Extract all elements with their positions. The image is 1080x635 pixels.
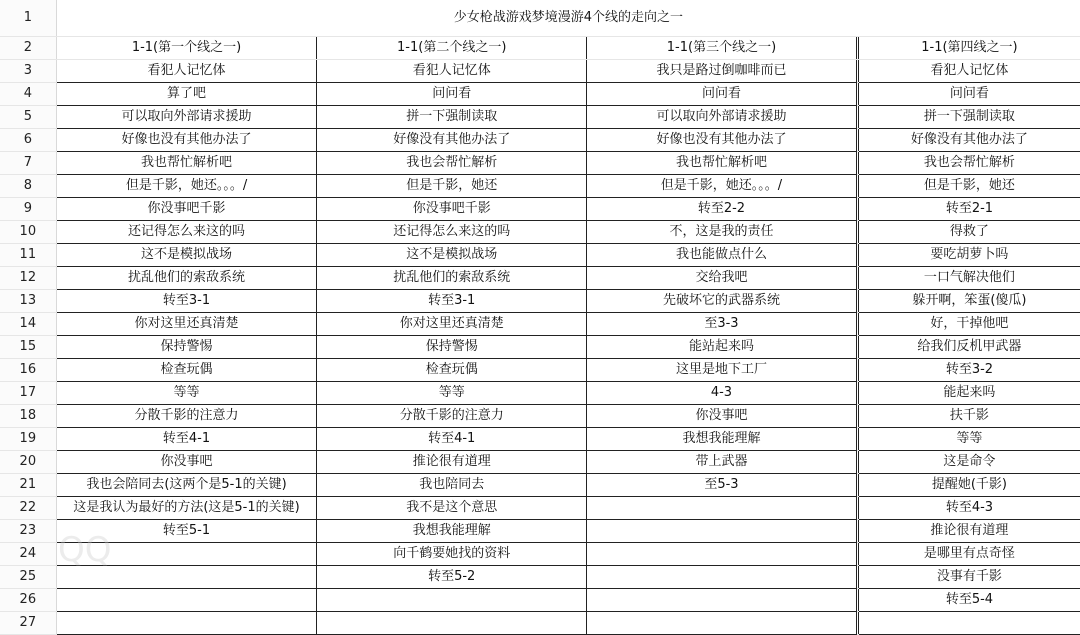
table-cell[interactable]: 还记得怎么来这的吗 [56,221,317,244]
table-cell[interactable]: 我想我能理解 [587,428,857,451]
row-number[interactable]: 8 [0,175,56,198]
table-row [0,60,1080,83]
column-header[interactable]: 1-1(第四线之一) [858,37,1080,60]
table-cell[interactable]: 是哪里有点奇怪 [858,543,1080,566]
table-cell[interactable]: 转至2-1 [858,198,1080,221]
table-cell[interactable]: 我也会帮忙解析 [317,152,587,175]
table-row [0,221,1080,244]
table-row [0,106,1080,129]
table-row [0,428,1080,451]
column-header[interactable]: 1-1(第一个线之一) [56,37,317,60]
table-cell[interactable] [56,566,317,589]
table-row [0,290,1080,313]
table-cell[interactable]: 带上武器 [587,451,857,474]
table-cell[interactable]: 好像也没有其他办法了 [56,129,317,152]
table-cell[interactable]: 我也会帮忙解析 [858,152,1080,175]
table-cell[interactable]: 分散千影的注意力 [317,405,587,428]
table-cell[interactable]: 给我们反机甲武器 [858,336,1080,359]
table-cell[interactable]: 扶千影 [858,405,1080,428]
table-cell[interactable]: 至3-3 [587,313,857,336]
table-cell[interactable]: 转至3-1 [56,290,317,313]
column-header[interactable]: 1-1(第二个线之一) [317,37,587,60]
table-cell[interactable]: 保持警惕 [317,336,587,359]
table-cell[interactable]: 这不是模拟战场 [317,244,587,267]
table-cell[interactable]: 好像没有其他办法了 [317,129,587,152]
table-cell[interactable]: 不，这是我的责任 [587,221,857,244]
table-cell[interactable]: 但是千影，她还 [317,175,587,198]
table-cell[interactable]: 你对这里还真清楚 [317,313,587,336]
table-cell[interactable]: 转至5-1 [56,520,317,543]
table-cell[interactable]: 转至5-4 [858,589,1080,612]
table-cell[interactable] [56,589,317,612]
table-cell[interactable]: 能站起来吗 [587,336,857,359]
table-cell[interactable]: 转至3-1 [317,290,587,313]
table-cell[interactable]: 转至3-2 [858,359,1080,382]
table-row [0,451,1080,474]
table-row [0,175,1080,198]
table-cell[interactable]: 这是命令 [858,451,1080,474]
table-row [0,129,1080,152]
table-cell[interactable]: 这里是地下工厂 [587,359,857,382]
table-cell[interactable]: 推论很有道理 [858,520,1080,543]
table-cell[interactable] [56,612,317,635]
table-cell[interactable]: 我不是这个意思 [317,497,587,520]
table-row [0,382,1080,405]
row-number[interactable]: 2 [0,37,56,60]
table-cell[interactable]: 你没事吧 [56,451,317,474]
table-row [0,359,1080,382]
table-cell[interactable]: 我也能做点什么 [587,244,857,267]
table-cell[interactable]: 交给我吧 [587,267,857,290]
table-cell[interactable]: 我也帮忙解析吧 [587,152,857,175]
table-row [0,336,1080,359]
row-number[interactable]: 4 [0,83,56,106]
row-number[interactable]: 18 [0,405,56,428]
title-row [0,0,1080,37]
table-cell[interactable]: 能起来吗 [858,382,1080,405]
row-number[interactable]: 23 [0,520,56,543]
table-cell[interactable]: 转至4-1 [317,428,587,451]
table-cell[interactable]: 拼一下强制读取 [317,106,587,129]
table-cell[interactable]: 这是我认为最好的方法(这是5-1的关键) [56,497,317,520]
table-row [0,405,1080,428]
row-number[interactable]: 5 [0,106,56,129]
table-cell[interactable]: 看犯人记忆体 [858,60,1080,83]
table-cell[interactable] [587,497,857,520]
table-cell[interactable]: 还记得怎么来这的吗 [317,221,587,244]
table-row [0,520,1080,543]
table-cell[interactable]: 看犯人记忆体 [56,60,317,83]
table-row [0,267,1080,290]
table-cell[interactable]: 看犯人记忆体 [317,60,587,83]
row-number[interactable]: 20 [0,451,56,474]
row-number[interactable]: 21 [0,474,56,497]
row-number[interactable]: 22 [0,497,56,520]
row-number[interactable]: 19 [0,428,56,451]
table-cell[interactable]: 我只是路过倒咖啡而已 [587,60,857,83]
table-cell[interactable] [317,589,587,612]
row-number[interactable]: 17 [0,382,56,405]
table-cell[interactable]: 得救了 [858,221,1080,244]
table-cell[interactable]: 你对这里还真清楚 [56,313,317,336]
table-cell[interactable]: 推论很有道理 [317,451,587,474]
table-cell[interactable]: 拼一下强制读取 [858,106,1080,129]
table-cell[interactable]: 问问看 [317,83,587,106]
table-cell[interactable]: 好像也没有其他办法了 [587,129,857,152]
table-cell[interactable]: 可以取向外部请求援助 [56,106,317,129]
table-cell[interactable]: 等等 [56,382,317,405]
row-number[interactable]: 10 [0,221,56,244]
table-cell[interactable]: 等等 [317,382,587,405]
row-number[interactable]: 7 [0,152,56,175]
table-cell[interactable]: 可以取向外部请求援助 [587,106,857,129]
table-cell[interactable]: 你没事吧千影 [56,198,317,221]
table-cell[interactable]: 向千鹤要她找的资料 [317,543,587,566]
table-cell[interactable]: 转至2-2 [587,198,857,221]
row-number[interactable]: 16 [0,359,56,382]
table-cell[interactable]: 检查玩偶 [317,359,587,382]
table-cell[interactable]: 但是千影，她还。。。/ [587,175,857,198]
table-cell[interactable]: 我也会陪同去(这两个是5-1的关键) [56,474,317,497]
table-cell[interactable]: 问问看 [587,83,857,106]
row-number[interactable]: 11 [0,244,56,267]
table-cell[interactable]: 4-3 [587,382,857,405]
table-cell[interactable]: 但是千影，她还 [858,175,1080,198]
table-cell[interactable]: 好像没有其他办法了 [858,129,1080,152]
table-cell[interactable]: 转至5-2 [317,566,587,589]
table-cell[interactable]: 要吃胡萝卜吗 [858,244,1080,267]
table-row [0,244,1080,267]
table-row [0,566,1080,589]
table-cell[interactable]: 我也帮忙解析吧 [56,152,317,175]
header-row [0,37,1080,60]
table-cell[interactable]: 保持警惕 [56,336,317,359]
row-number[interactable]: 24 [0,543,56,566]
table-row [0,589,1080,612]
row-number[interactable]: 13 [0,290,56,313]
table-cell[interactable]: 算了吧 [56,83,317,106]
table-cell[interactable]: 没事有千影 [858,566,1080,589]
table-cell[interactable]: 这不是模拟战场 [56,244,317,267]
table-cell[interactable] [587,566,857,589]
table-cell[interactable]: 等等 [858,428,1080,451]
table-row [0,474,1080,497]
table-cell[interactable]: 扰乱他们的索敌系统 [56,267,317,290]
sheet-title-cell[interactable]: 少女枪战游戏梦境漫游4个线的走向之一 [56,0,1080,37]
table-cell[interactable]: 一口气解决他们 [858,267,1080,290]
row-number[interactable]: 27 [0,612,56,635]
table-row [0,198,1080,221]
table-cell[interactable] [587,612,857,635]
row-number[interactable]: 25 [0,566,56,589]
row-number[interactable]: 3 [0,60,56,83]
table-cell[interactable]: 先破坏它的武器系统 [587,290,857,313]
row-number[interactable]: 1 [0,0,56,37]
row-number[interactable]: 26 [0,589,56,612]
table-cell[interactable] [587,520,857,543]
row-number[interactable]: 12 [0,267,56,290]
table-row [0,497,1080,520]
table-cell[interactable] [587,543,857,566]
table-row [0,612,1080,635]
table-cell[interactable]: 你没事吧千影 [317,198,587,221]
table-row [0,152,1080,175]
table-row [0,543,1080,566]
column-header[interactable]: 1-1(第三个线之一) [587,37,857,60]
table-cell[interactable]: 问问看 [858,83,1080,106]
row-number[interactable]: 9 [0,198,56,221]
table-row [0,83,1080,106]
table-cell[interactable] [587,589,857,612]
table-cell[interactable] [858,612,1080,635]
table-cell[interactable]: 转至4-3 [858,497,1080,520]
table-cell[interactable]: 扰乱他们的索敌系统 [317,267,587,290]
table-cell[interactable]: 至5-3 [587,474,857,497]
table-cell[interactable]: 分散千影的注意力 [56,405,317,428]
table-cell[interactable]: 提醒她(千影) [858,474,1080,497]
table-cell[interactable]: 好，干掉他吧 [858,313,1080,336]
table-cell[interactable]: 检查玩偶 [56,359,317,382]
table-cell[interactable] [317,612,587,635]
table-cell[interactable]: 我想我能理解 [317,520,587,543]
qq-watermark: QQ [58,530,112,570]
table-cell[interactable]: 转至4-1 [56,428,317,451]
row-number[interactable]: 15 [0,336,56,359]
row-number[interactable]: 14 [0,313,56,336]
table-cell[interactable]: 你没事吧 [587,405,857,428]
table-cell[interactable]: 但是千影，她还。。。/ [56,175,317,198]
table-cell[interactable] [56,543,317,566]
table-row [0,313,1080,336]
row-number[interactable]: 6 [0,129,56,152]
table-cell[interactable]: 躲开啊，笨蛋(傻瓜) [858,290,1080,313]
table-cell[interactable]: 我也陪同去 [317,474,587,497]
